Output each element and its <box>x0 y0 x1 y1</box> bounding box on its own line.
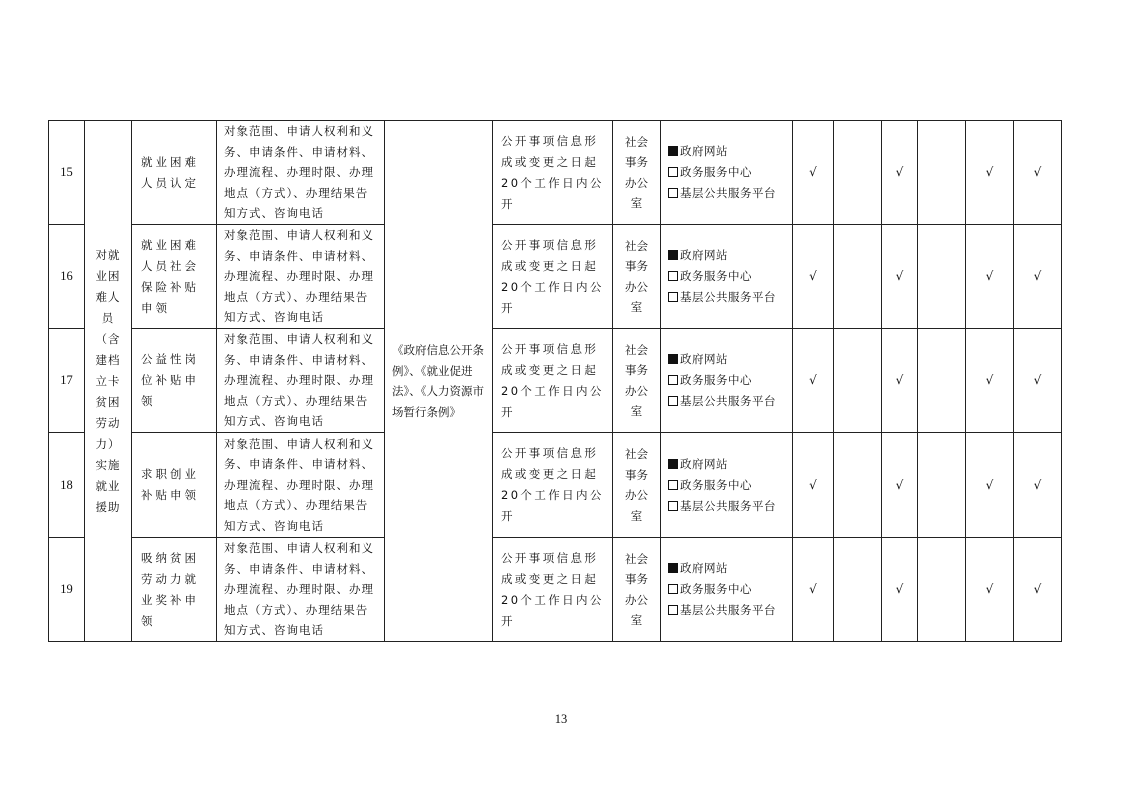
disclosure-channels <box>661 538 793 642</box>
check-cell: √ <box>966 433 1014 538</box>
checked-box-icon <box>668 563 678 573</box>
responsible-office: 社会事务办公室 <box>613 433 661 538</box>
channel-label: 基层公共服务平台 <box>680 498 776 513</box>
disclosure-timing: 公开事项信息形成或变更之日起20个工作日内公开 <box>493 121 613 225</box>
empty-box-icon <box>668 584 678 594</box>
channel-option <box>668 475 788 496</box>
disclosure-content: 对象范围、申请人权利和义务、申请条件、申请材料、办理流程、办理时限、办理地点（方式）、办理结果告知方式、咨询电话 <box>217 538 385 642</box>
channel-label: 基层公共服务平台 <box>680 290 776 304</box>
page-number: 13 <box>554 712 568 726</box>
check-cell: √ <box>793 329 834 433</box>
check-cell: √ <box>882 225 918 329</box>
checked-box-icon <box>668 459 678 469</box>
check-cell <box>918 121 966 225</box>
channel-option <box>668 287 788 308</box>
table-row <box>49 538 1062 642</box>
channel-label: 政务服务中心 <box>680 477 752 492</box>
disclosure-channels <box>661 121 793 225</box>
item-name: 吸纳贫困劳动力就业奖补申领 <box>132 538 217 642</box>
channel-label: 政务服务中心 <box>680 582 752 596</box>
check-cell: √ <box>966 225 1014 329</box>
channel-label: 政府网站 <box>680 144 728 158</box>
table-row <box>49 121 1062 225</box>
disclosure-content: 对象范围、申请人权利和义务、申请条件、申请材料、办理流程、办理时限、办理地点（方式）、办理结果告知方式、咨询电话 <box>217 433 385 538</box>
check-cell: √ <box>793 538 834 642</box>
check-cell <box>918 538 966 642</box>
channel-option <box>668 266 788 287</box>
check-cell <box>834 121 882 225</box>
check-cell: √ <box>966 538 1014 642</box>
check-cell: √ <box>882 433 918 538</box>
channel-option <box>668 141 788 162</box>
empty-box-icon <box>668 167 678 177</box>
table-row <box>49 329 1062 433</box>
responsible-office: 社会事务办公室 <box>613 538 661 642</box>
empty-box-icon <box>668 292 678 302</box>
category-cell: 对就业困难人员（含建档立卡贫困劳动力）实施就业援助 <box>85 121 132 642</box>
check-cell: √ <box>1014 121 1062 225</box>
check-cell: √ <box>1014 225 1062 329</box>
row-number: 18 <box>49 433 85 538</box>
check-cell <box>918 433 966 538</box>
checked-box-icon <box>668 354 678 364</box>
table-row <box>49 433 1062 538</box>
check-cell: √ <box>882 329 918 433</box>
channel-label: 政府网站 <box>680 456 728 471</box>
channel-label: 政务服务中心 <box>680 165 752 179</box>
empty-box-icon <box>668 501 678 511</box>
check-cell <box>834 538 882 642</box>
disclosure-timing: 公开事项信息形成或变更之日起20个工作日内公开 <box>493 329 613 433</box>
channel-label: 政府网站 <box>680 248 728 262</box>
item-name: 求职创业补贴申领 <box>132 433 217 538</box>
responsible-office: 社会事务办公室 <box>613 121 661 225</box>
empty-box-icon <box>668 375 678 385</box>
check-cell: √ <box>966 121 1014 225</box>
empty-box-icon <box>668 480 678 490</box>
check-cell: √ <box>882 538 918 642</box>
disclosure-content: 对象范围、申请人权利和义务、申请条件、申请材料、办理流程、办理时限、办理地点（方式）、办理结果告知方式、咨询电话 <box>217 121 385 225</box>
check-cell: √ <box>882 121 918 225</box>
disclosure-channels <box>661 329 793 433</box>
table-row <box>49 225 1062 329</box>
row-number: 19 <box>49 538 85 642</box>
disclosure-timing: 公开事项信息形成或变更之日起20个工作日内公开 <box>493 538 613 642</box>
checked-box-icon <box>668 146 678 156</box>
check-cell: √ <box>1014 329 1062 433</box>
row-number: 15 <box>49 121 85 225</box>
channel-label: 政务服务中心 <box>680 269 752 283</box>
check-cell: √ <box>1014 433 1062 538</box>
channel-option <box>668 349 788 370</box>
item-name: 公益性岗位补贴申领 <box>132 329 217 433</box>
responsible-office: 社会事务办公室 <box>613 329 661 433</box>
channel-label: 基层公共服务平台 <box>680 186 776 200</box>
check-cell <box>834 225 882 329</box>
disclosure-content: 对象范围、申请人权利和义务、申请条件、申请材料、办理流程、办理时限、办理地点（方式）、办理结果告知方式、咨询电话 <box>217 225 385 329</box>
check-cell: √ <box>793 433 834 538</box>
channel-option <box>668 370 788 391</box>
empty-box-icon <box>668 271 678 281</box>
check-cell: √ <box>1014 538 1062 642</box>
check-cell <box>834 433 882 538</box>
disclosure-table <box>48 120 1062 642</box>
channel-label: 基层公共服务平台 <box>680 394 776 408</box>
channel-option <box>668 579 788 600</box>
check-cell: √ <box>793 121 834 225</box>
channel-label: 政务服务中心 <box>680 373 752 387</box>
row-number: 16 <box>49 225 85 329</box>
item-name: 就业困难人员认定 <box>132 121 217 225</box>
channel-option <box>668 183 788 204</box>
channel-option <box>668 245 788 266</box>
disclosure-timing: 公开事项信息形成或变更之日起20个工作日内公开 <box>493 433 613 538</box>
empty-box-icon <box>668 188 678 198</box>
check-cell: √ <box>966 329 1014 433</box>
channel-option <box>668 454 788 475</box>
empty-box-icon <box>668 396 678 406</box>
check-cell: √ <box>793 225 834 329</box>
empty-box-icon <box>668 605 678 615</box>
channel-label: 基层公共服务平台 <box>680 603 776 617</box>
channel-option <box>668 600 788 621</box>
item-name: 就业困难人员社会保险补贴申领 <box>132 225 217 329</box>
channel-option <box>668 162 788 183</box>
channel-option <box>668 558 788 579</box>
channel-option <box>668 496 788 517</box>
disclosure-channels <box>661 225 793 329</box>
disclosure-content: 对象范围、申请人权利和义务、申请条件、申请材料、办理流程、办理时限、办理地点（方式）、办理结果告知方式、咨询电话 <box>217 329 385 433</box>
channel-label: 政府网站 <box>680 352 728 366</box>
responsible-office: 社会事务办公室 <box>613 225 661 329</box>
check-cell <box>834 329 882 433</box>
checked-box-icon <box>668 250 678 260</box>
channel-label: 政府网站 <box>680 561 728 575</box>
row-number: 17 <box>49 329 85 433</box>
check-cell <box>918 329 966 433</box>
check-cell <box>918 225 966 329</box>
channel-option <box>668 391 788 412</box>
disclosure-timing: 公开事项信息形成或变更之日起20个工作日内公开 <box>493 225 613 329</box>
disclosure-channels <box>661 433 793 538</box>
legal-basis-cell: 《政府信息公开条例》、《就业促进法》、《人力资源市场暂行条例》 <box>385 121 493 642</box>
